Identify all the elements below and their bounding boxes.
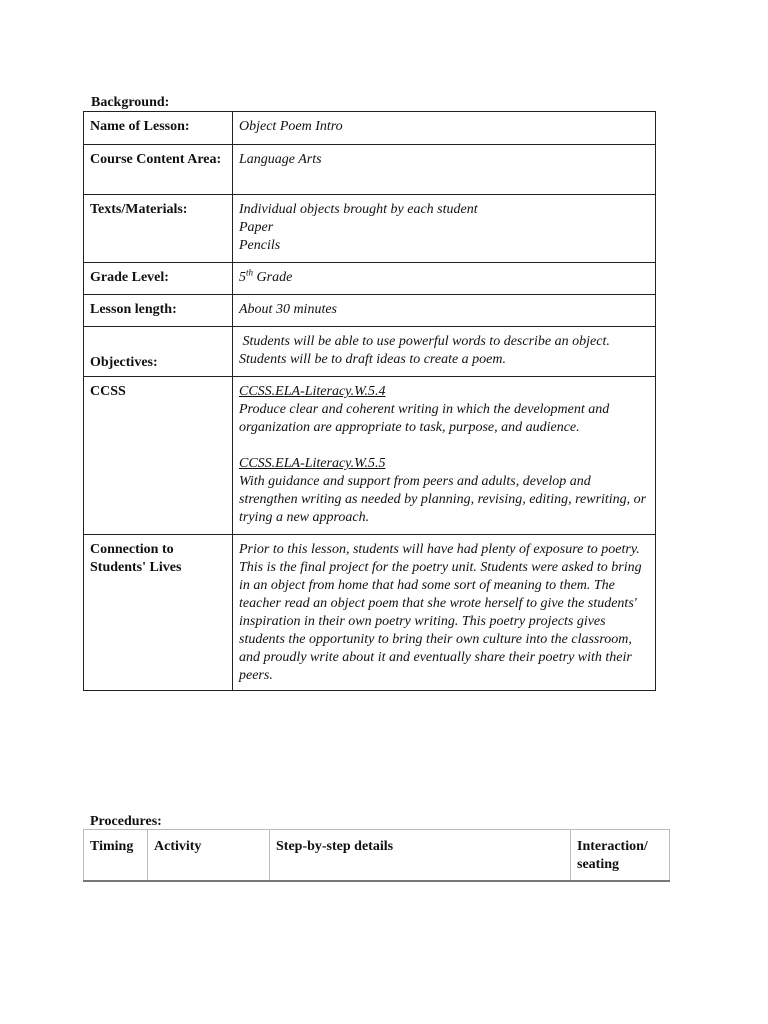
procedures-table [83, 829, 670, 882]
course-area-value: Language Arts [233, 145, 656, 195]
table-row [84, 535, 656, 691]
ccss-value [233, 377, 656, 535]
standard-text: With guidance and support from peers and adults, develop and strengthen writing as needed by planning, revising, editing, rewriting, or trying a new approach. [239, 474, 647, 525]
objectives-value [233, 327, 656, 377]
grade-level-value [233, 263, 656, 295]
table-row [84, 195, 656, 263]
standard-link[interactable]: CCSS.ELA-Literacy.W.5.5 [239, 456, 386, 471]
table-header-row [84, 830, 670, 882]
standard-link[interactable]: CCSS.ELA-Literacy.W.5.4 [239, 384, 386, 399]
connection-label: Connection to Students' Lives [84, 535, 233, 691]
lesson-length-label: Lesson length: [84, 295, 233, 327]
grade-word: Grade [253, 270, 293, 285]
standard-text: Produce clear and coherent writing in which the development and organization are appropriate to task, purpose, and audience. [239, 402, 610, 435]
table-row [84, 377, 656, 535]
grade-number: 5 [239, 270, 246, 285]
grade-level-label: Grade Level: [84, 263, 233, 295]
objectives-label: Objectives: [84, 327, 233, 377]
materials-item: Pencils [239, 238, 281, 253]
table-row [84, 295, 656, 327]
materials-label: Texts/Materials: [84, 195, 233, 263]
lesson-name-label: Name of Lesson: [84, 112, 233, 145]
objective-line: Students will be to draft ideas to create a poem. [239, 352, 507, 367]
background-heading: Background: [91, 95, 170, 110]
column-header-interaction: Interaction/ seating [571, 830, 670, 882]
column-header-timing: Timing [84, 830, 148, 882]
ccss-label: CCSS [84, 377, 233, 535]
course-area-label: Course Content Area: [84, 145, 233, 195]
column-header-details: Step-by-step details [270, 830, 571, 882]
lesson-name-value: Object Poem Intro [233, 112, 656, 145]
column-header-activity: Activity [148, 830, 270, 882]
table-row [84, 112, 656, 145]
objective-line: Students will be able to use powerful words to describe an object. [239, 334, 610, 349]
grade-suffix: th [246, 267, 254, 278]
materials-item: Paper [239, 220, 274, 235]
materials-value [233, 195, 656, 263]
lesson-length-value: About 30 minutes [233, 295, 656, 327]
table-row [84, 263, 656, 295]
table-row [84, 145, 656, 195]
procedures-heading: Procedures: [90, 814, 162, 829]
connection-value: Prior to this lesson, students will have had plenty of exposure to poetry. This is the final project for the poetry unit. Students were asked to bring in an object from home that had some sort of meaning to them. The teacher read an object poem that she wrote herself to give the students' inspiration in their own poetry writing. This poetry projects gives students the opportunity to bring their own culture into the classroom, and proudly write about it and eventually share their poetry with their peers. [233, 535, 656, 691]
table-row [84, 327, 656, 377]
background-table [83, 111, 656, 691]
materials-item: Individual objects brought by each student [239, 202, 478, 217]
